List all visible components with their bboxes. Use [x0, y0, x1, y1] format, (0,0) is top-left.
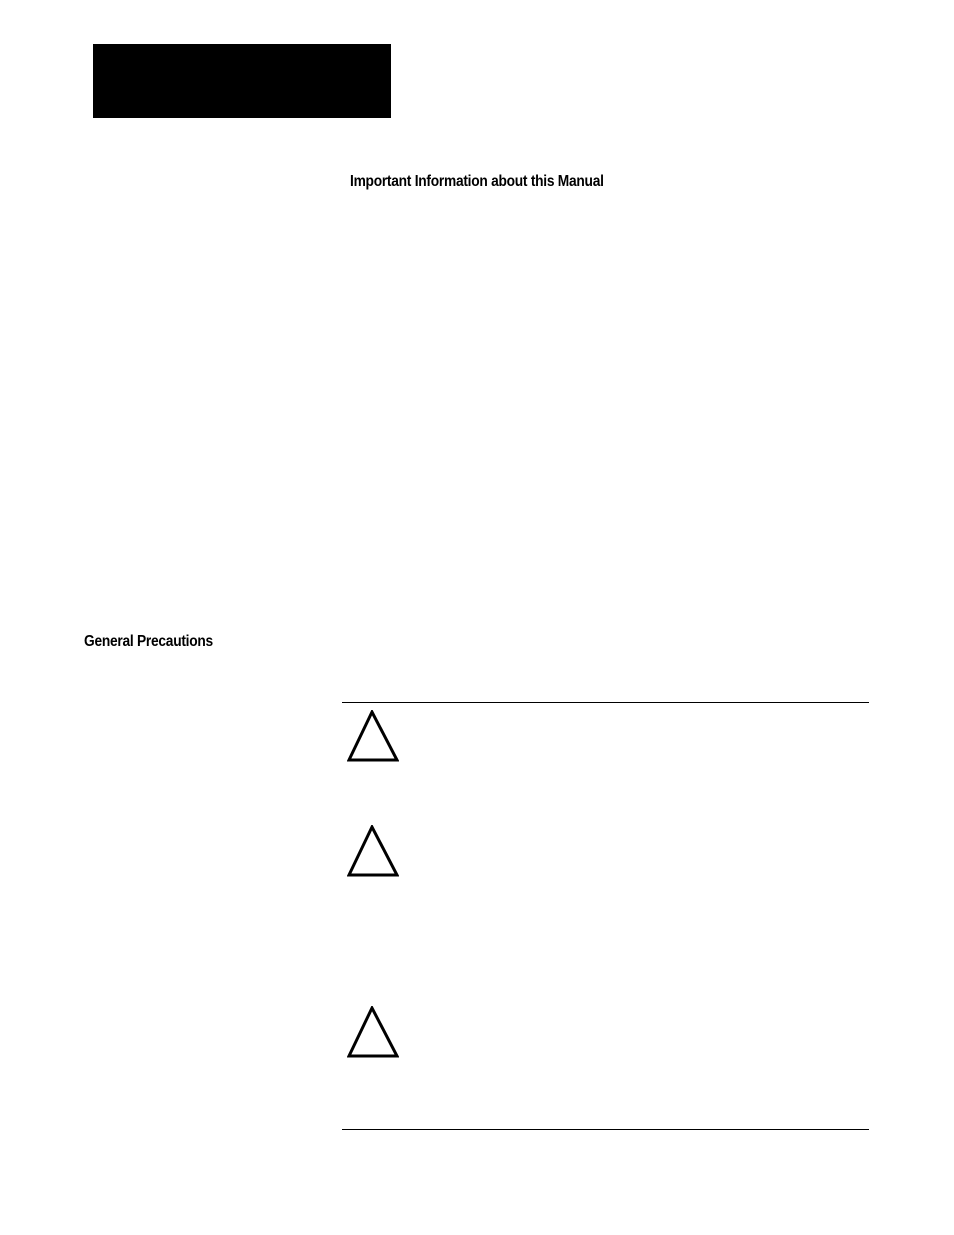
warning-triangle-icon — [347, 825, 399, 877]
warning-triangle-icon — [347, 1006, 399, 1058]
warning-triangle-icon — [347, 710, 399, 762]
general-precautions-heading: General Precautions — [84, 633, 213, 650]
precautions-bottom-divider — [342, 1129, 869, 1130]
chapter-header-block — [93, 44, 391, 118]
precautions-top-divider — [342, 702, 869, 703]
important-information-heading: Important Information about this Manual — [350, 173, 604, 190]
